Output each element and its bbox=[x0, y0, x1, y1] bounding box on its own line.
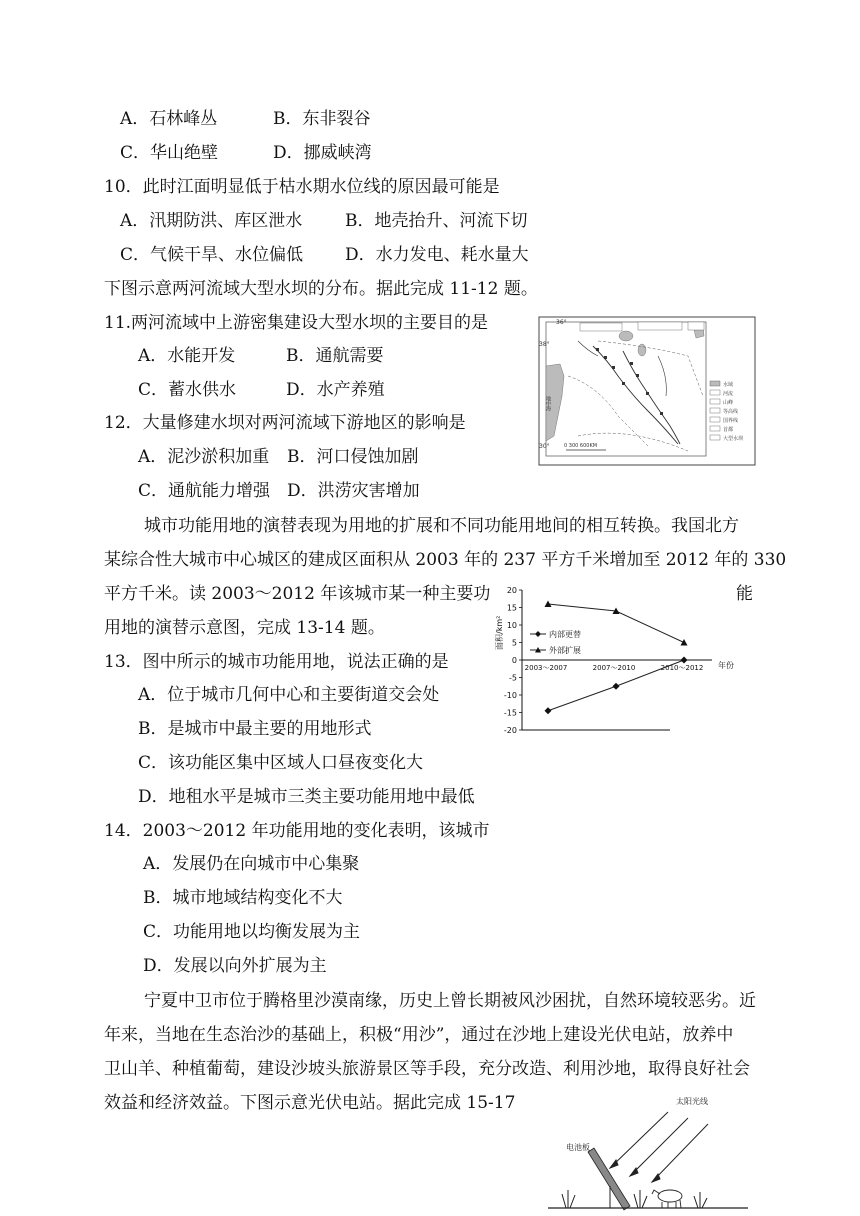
q13-option-b: B．是城市中最主要的用地形式 bbox=[138, 719, 372, 739]
pv-sun-label: 太阳光线 bbox=[676, 1097, 708, 1106]
passage-13-14-line3: 平方千米。读 2003～2012 年该城市某一种主要功 bbox=[104, 584, 491, 604]
intro-11-12: 下图示意两河流域大型水坝的分布。据此完成 11-12 题。 bbox=[104, 279, 538, 299]
map-legend-swatch bbox=[710, 390, 720, 395]
land-use-chart bbox=[490, 582, 740, 734]
q14-option-a: A．发展仍在向城市中心集聚 bbox=[143, 854, 360, 874]
q14-option-b: B．城市地域结构变化不大 bbox=[143, 888, 343, 908]
chart-y-tick-label: 20 bbox=[506, 586, 517, 595]
q11-option-a: A．水能开发 bbox=[138, 346, 236, 366]
chart-legend-label: 外部扩展 bbox=[549, 646, 581, 655]
q11-option-c: C．蓄水供水 bbox=[138, 380, 237, 400]
chart-point-diamond bbox=[613, 683, 620, 690]
q14-stem: 14．2003～2012 年功能用地的变化表明，该城市 bbox=[104, 821, 490, 841]
map-sea-label: 地中海 bbox=[545, 396, 551, 411]
chart-y-tick-label: -5 bbox=[509, 673, 517, 683]
chart-legend-marker bbox=[535, 631, 541, 637]
chart-ylabel: 面积/km² bbox=[495, 615, 504, 650]
q9-option-a: A．石林峰丛 bbox=[120, 109, 218, 129]
q11-option-b: B．通航需要 bbox=[286, 346, 384, 366]
q10-stem: 10．此时江面明显低于枯水期水位线的原因最可能是 bbox=[104, 177, 500, 197]
passage-15-17-line4: 效益和经济效益。下图示意光伏电站。据此完成 15-17 bbox=[104, 1093, 516, 1113]
q10-option-b: B．地壳抬升、河流下切 bbox=[345, 211, 528, 231]
q12-option-b: B．河口侵蚀加剧 bbox=[287, 447, 419, 467]
q10-option-a: A．汛期防洪、库区泄水 bbox=[120, 211, 303, 231]
map-legend-swatch bbox=[710, 408, 720, 413]
q14-option-d: D．发展以向外扩展为主 bbox=[143, 956, 327, 976]
chart-point-diamond bbox=[545, 707, 552, 714]
chart-x-tick-label: 2010～2012 bbox=[660, 664, 704, 672]
map-lat-top: 38° bbox=[539, 341, 550, 348]
map-scale: 0 300 600KM bbox=[564, 443, 598, 449]
q12-stem: 12．大量修建水坝对两河流域下游地区的影响是 bbox=[104, 413, 466, 433]
solar-panel-icon bbox=[588, 1148, 630, 1210]
passage-13-14-line1: 城市功能用地的演替表现为用地的扩展和不同功能用地间的相互转换。我国北方 bbox=[144, 516, 739, 536]
chart-y-tick-label: 10 bbox=[506, 621, 517, 630]
map-legend-label: 国界线 bbox=[723, 418, 739, 424]
dam-distribution-map bbox=[538, 316, 756, 466]
chart-point-triangle bbox=[681, 639, 688, 646]
map-lon-label: 36° bbox=[556, 319, 567, 326]
chart-y-tick-label: 15 bbox=[506, 603, 517, 613]
q13-stem: 13．图中所示的城市功能用地，说法正确的是 bbox=[104, 652, 449, 672]
map-lat-bottom: 30° bbox=[539, 443, 550, 450]
map-legend-label: 山峰 bbox=[723, 400, 734, 406]
map-legend-label: 河流 bbox=[723, 391, 734, 397]
grass-icon bbox=[562, 1190, 707, 1208]
q13-option-d: D．地租水平是城市三类主要功能用地中最低 bbox=[138, 787, 475, 807]
chart-y-tick-label: -10 bbox=[503, 691, 517, 700]
q10-option-d: D．水力发电、耗水量大 bbox=[345, 245, 529, 265]
passage-13-14-line3-end: 能 bbox=[736, 584, 753, 604]
map-legend-label: 等高线 bbox=[723, 409, 739, 415]
passage-15-17-line1: 宁夏中卫市位于腾格里沙漠南缘，历史上曾长期被风沙困扰，自然环境较恶劣。近 bbox=[144, 991, 756, 1011]
q9-option-b: B．东非裂谷 bbox=[273, 109, 371, 129]
passage-15-17-line3: 卫山羊、种植葡萄，建设沙坡头旅游景区等手段，充分改造、利用沙地，取得良好社会 bbox=[104, 1059, 750, 1079]
map-legend-swatch bbox=[710, 426, 720, 431]
map-legend-swatch bbox=[710, 435, 720, 440]
q9-option-d: D．挪威峡湾 bbox=[273, 143, 372, 163]
q11-option-d: D．水产养殖 bbox=[286, 380, 385, 400]
chart-y-tick-label: -20 bbox=[503, 726, 517, 734]
chart-legend-label: 内部更替 bbox=[549, 630, 581, 639]
chart-x-tick-label: 2003～2007 bbox=[524, 664, 568, 672]
chart-y-tick-label: 5 bbox=[511, 638, 517, 648]
passage-15-17-line2: 年来，当地在生态治沙的基础上，积极“用沙”，通过在沙地上建设光伏电站，放养中 bbox=[104, 1025, 734, 1045]
chart-xlabel: 年份 bbox=[718, 661, 734, 670]
q13-option-c: C．该功能区集中区域人口昼夜变化大 bbox=[138, 753, 424, 773]
q12-option-c: C．通航能力增强 bbox=[138, 481, 271, 501]
q9-option-c: C．华山绝壁 bbox=[120, 143, 219, 163]
goat-icon bbox=[652, 1190, 682, 1208]
q13-option-a: A．位于城市几何中心和主要街道交会处 bbox=[138, 685, 440, 705]
q12-option-a: A．泥沙淤积加重 bbox=[138, 447, 270, 467]
map-legend-swatch bbox=[710, 381, 720, 386]
passage-13-14-line4: 用地的演替示意图，完成 13-14 题。 bbox=[104, 618, 385, 638]
q14-option-c: C．功能用地以均衡发展为主 bbox=[143, 922, 361, 942]
map-legend-swatch bbox=[710, 417, 720, 422]
pv-panel-label: 电池板 bbox=[566, 1143, 590, 1152]
q12-option-d: D．洪涝灾害增加 bbox=[287, 481, 420, 501]
chart-y-tick-label: -15 bbox=[503, 708, 517, 718]
map-legend-label: 水域 bbox=[723, 382, 734, 388]
map-legend-label: 首都 bbox=[723, 427, 734, 433]
chart-x-tick-label: 2007～2010 bbox=[592, 664, 636, 672]
passage-13-14-line2: 某综合性大城市中心城区的建成区面积从 2003 年的 237 平方千米增加至 2012 年的 330 bbox=[104, 550, 787, 570]
q10-option-c: C．气候干旱、水位偏低 bbox=[120, 245, 304, 265]
map-legend-swatch bbox=[710, 399, 720, 404]
chart-point-diamond bbox=[681, 657, 688, 664]
q11-stem: 11.两河流域中上游密集建设大型水坝的主要目的是 bbox=[104, 313, 489, 333]
chart-y-tick-label: 0 bbox=[511, 656, 517, 665]
map-legend-label: 大型水坝 bbox=[723, 436, 744, 442]
pv-station-figure bbox=[548, 1090, 748, 1214]
